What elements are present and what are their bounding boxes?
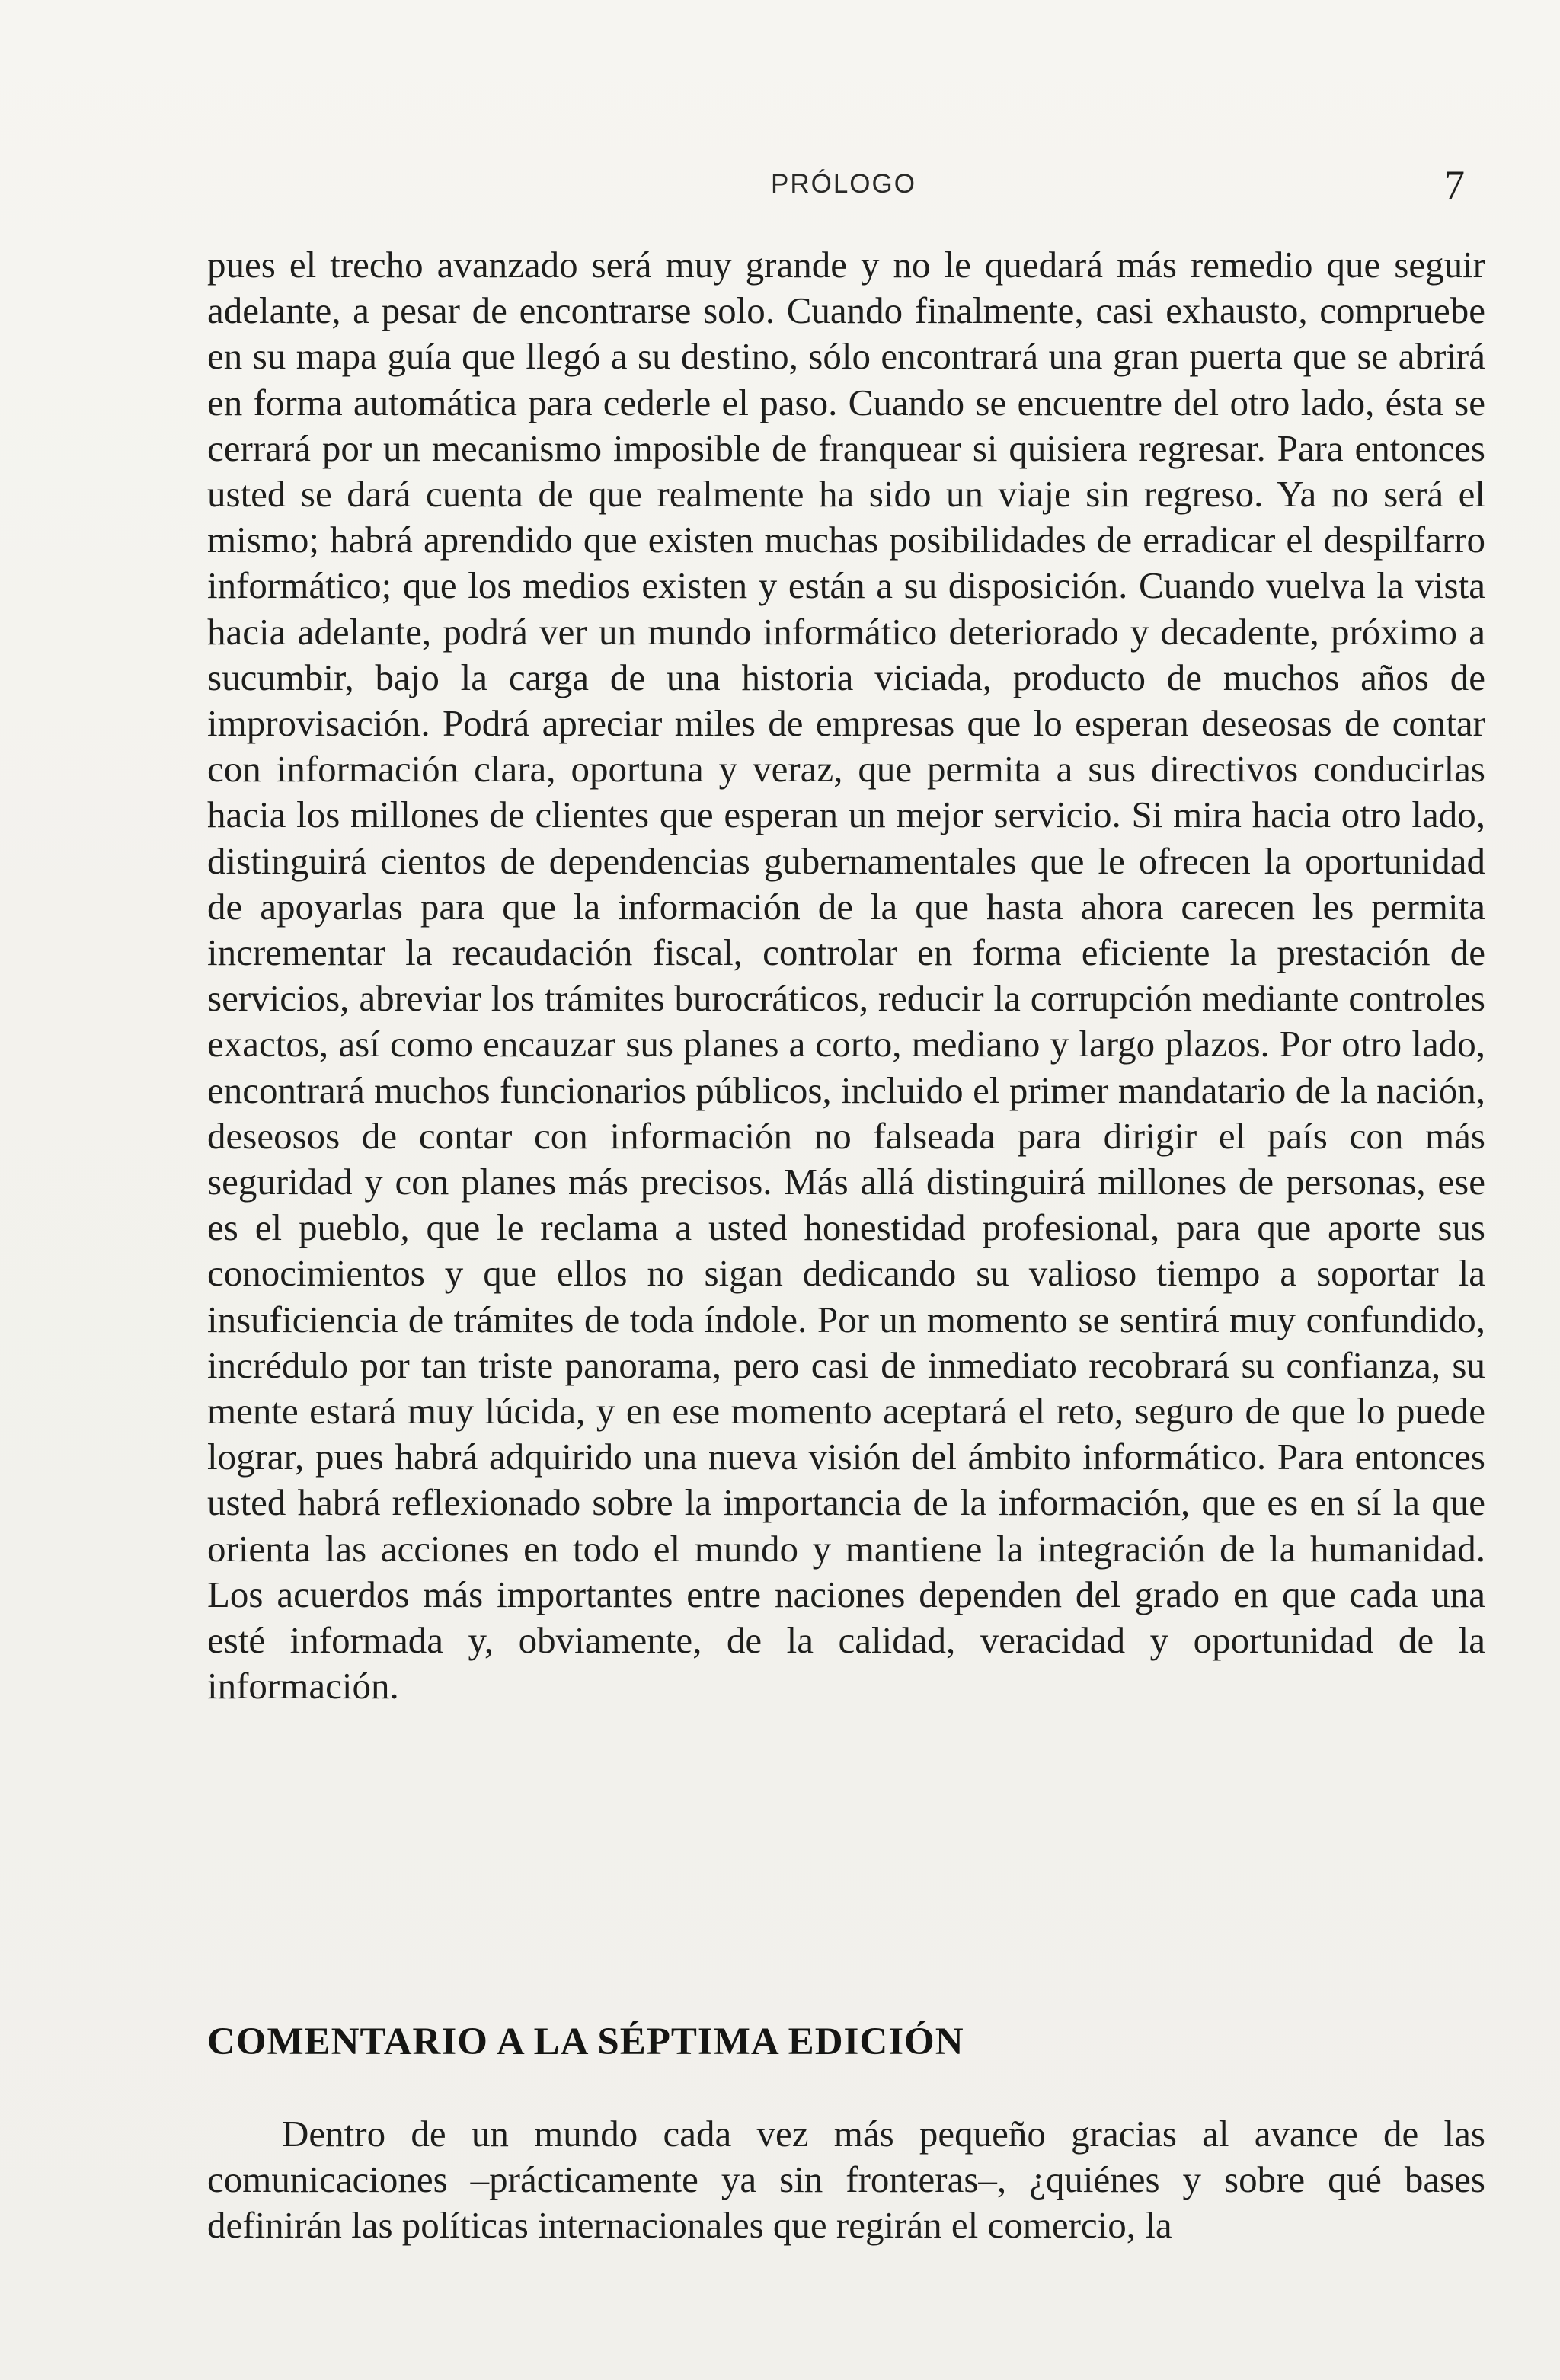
- section-paragraph: Dentro de un mundo cada vez más pequeño gracias al avance de las comunicaciones –prácticamente ya sin fronteras–, ¿quiénes y sobre qué bases definirán las políticas internacionales que regirán el comercio, la: [207, 2113, 1485, 2247]
- running-head: [0, 162, 1560, 208]
- page-number: 7: [1444, 162, 1465, 208]
- section-heading: COMENTARIO A LA SÉPTIMA EDICIÓN: [207, 2021, 964, 2063]
- body-paragraph: pues el trecho avanzado será muy grande y no le quedará más remedio que seguir adelante, a pesar de encontrarse solo. Cuando finalmente, casi exhausto, compruebe en su mapa guía que llegó a su destino, sólo encontrará una gran puerta que se abrirá en forma automática para cederle el paso. Cuando se encuentre del otro lado, ésta se cerrará por un mecanismo imposible de franquear si quisiera regresar. Para entonces usted se dará cuenta de que realmente ha sido un viaje sin regreso. Ya no será el mismo; habrá aprendido que existen muchas posibilidades de erradicar el despilfarro informático; que los medios existen y están a su disposición. Cuando vuelva la vista hacia adelante, podrá ver un mundo informático deteriorado y decadente, próximo a sucumbir, bajo la carga de una historia viciada, producto de muchos años de improvisación. Podrá apreciar miles de empresas que lo esperan deseosas de contar con información clara, oportuna y veraz, que permita a sus directivos conducirlas hacia los millones de clientes que esperan un mejor servicio. Si mira hacia otro lado, distinguirá cientos de dependencias gubernamentales que le ofrecen la oportunidad de apoyarlas para que la información de la que hasta ahora carecen les permita incrementar la recaudación fiscal, controlar en forma eficiente la prestación de servicios, abreviar los trámites burocráticos, reducir la corrupción mediante controles exactos, así como encauzar sus planes a corto, mediano y largo plazos. Por otro lado, encontrará muchos funcionarios públicos, incluido el primer mandatario de la nación, deseosos de contar con información no falseada para dirigir el país con más seguridad y con planes más precisos. Más allá distinguirá millones de personas, ese es el pueblo, que le reclama a usted honestidad profesional, para que aporte sus conocimientos y que ellos no sigan dedicando su valioso tiempo a soportar la insuficiencia de trámites de toda índole. Por un momento se sentirá muy confundido, incrédulo por tan triste panorama, pero casi de inmediato recobrará su confianza, su mente estará muy lúcida, y en ese momento aceptará el reto, seguro de que lo puede lograr, pues habrá adquirido una nueva visión del ámbito informático. Para entonces usted habrá reflexionado sobre la importancia de la información, que es en sí la que orienta las acciones en todo el mundo y mantiene la integración de la humanidad. Los acuerdos más importantes entre naciones dependen del grado en que cada una esté informada y, obviamente, de la calidad, veracidad y oportunidad de la información.: [207, 244, 1485, 1708]
- running-title: PRÓLOGO: [771, 169, 916, 199]
